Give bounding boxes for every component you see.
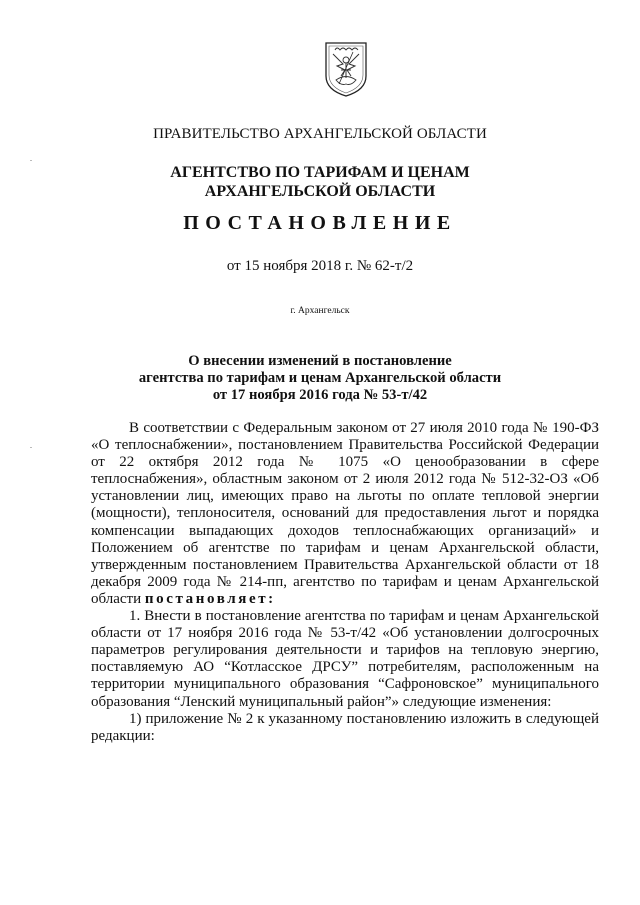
- document-type: ПОСТАНОВЛЕНИЕ: [183, 212, 457, 234]
- document-date-number: от 15 ноября 2018 г. № 62-т/2: [226, 258, 414, 274]
- document-city: г. Архангельск: [290, 306, 350, 316]
- government-name: ПРАВИТЕЛЬСТВО АРХАНГЕЛЬСКОЙ ОБЛАСТИ: [153, 126, 487, 142]
- agency-name: [0, 163, 640, 201]
- agency-name-line-2: АРХАНГЕЛЬСКОЙ ОБЛАСТИ: [204, 183, 436, 200]
- resolves-keyword: постановляет:: [144, 590, 276, 607]
- scan-mark: [30, 160, 32, 161]
- scan-mark: [30, 447, 32, 448]
- agency-name-line-1: АГЕНТСТВО ПО ТАРИФАМ И ЦЕНАМ: [170, 164, 470, 181]
- title-line-3: от 17 ноября 2016 года № 53-т/42: [212, 387, 428, 403]
- title-line-1: О внесении изменений в постановление: [188, 353, 452, 369]
- document-body: [91, 420, 599, 745]
- document-title: [0, 353, 640, 404]
- title-line-2: агентства по тарифам и ценам Архангельской области: [138, 370, 502, 386]
- coat-of-arms-icon: [323, 40, 369, 98]
- preamble-text: В соответствии с Федеральным законом от 27 июля 2010 года № 190-ФЗ «О теплоснабжении», постановлением Правительства Российской Федерации от 22 октября 2012 года № 1075 «О ценообразовании в сфере теплоснабжения», областным законом от 2 июля 2012 года № 512-32-ОЗ «Об установлении лиц, имеющих право на льготы по оплате тепловой энергии (мощности), теплоносителя, оснований для предоставления льгот и порядка компенсации выпадающих доходов теплоснабжающих организаций» и Положением об агентстве по тарифам и ценам Архангельской области, утвержденным постановлением Правительства Архангельской области от 18 декабря 2009 года № 214-пп, агентство по тарифам и ценам Архангельской области: [91, 420, 599, 607]
- item-1-paragraph: 1. Внести в постановление агентства по тарифам и ценам Архангельской области от 17 ноября 2016 года № 53-т/42 «Об установлении долгосрочных параметров регулирования деятельности и тарифов на тепловую энергию, поставляемую АО “Котласское ДРСУ” потребителям, расположенным на территории муниципального образования “Сафроновское” муниципального образования “Ленский муниципальный район”» следующие изменения:: [91, 608, 599, 710]
- preamble-paragraph: [91, 420, 599, 608]
- item-1-1-paragraph: 1) приложение № 2 к указанному постановлению изложить в следующей редакции:: [91, 710, 599, 744]
